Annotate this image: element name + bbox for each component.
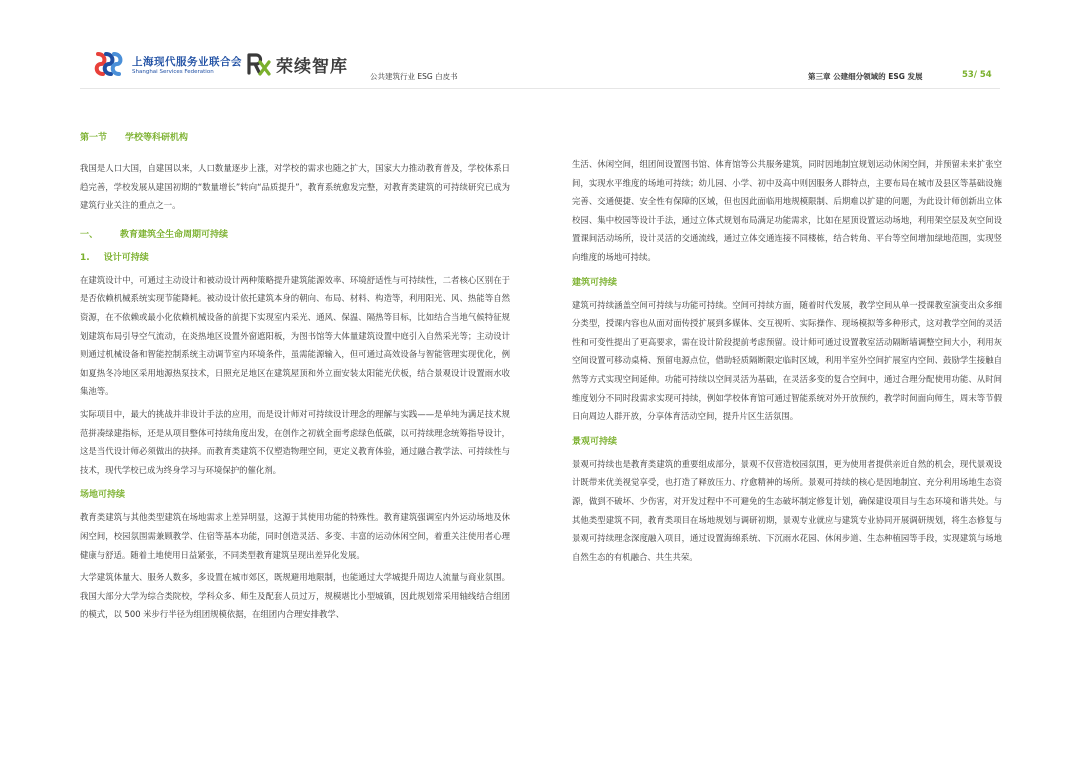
design-paragraph: 在建筑设计中，可通过主动设计和被动设计两种策略提升建筑能源效率、环境舒适性与可持续性，二者核心区别在于是否依赖机械系统实现节能降耗。被动设计依托建筑本身的朝向、布局、材料、构造等，利用阳光、风、热能等自然资源，在不依赖或最小化依赖机械设备的前提下实现室内采光、通风、保温、隔热等目标，比如结合当地气候特征规划建筑布局引导空气流动，在炎热地区设置外窗遮阳板，为图书馆等大体量建筑设置中庭引入自然采光等；主动设计则通过机械设备和智能控制系统主动调节室内环境条件，虽需能源输入，但可通过高效设备与智能管理实现优化，例如夏热冬冷地区采用地源热泵技术，日照充足地区在建筑屋顶和外立面安装太阳能光伏板，结合景观设计设置雨水收集池等。 (80, 274, 510, 397)
practice-paragraph: 实际项目中，最大的挑战并非设计手法的应用，而是设计师对可持续设计理念的理解与实践——是单纯为满足技术规范拼凑绿建指标，还是从项目整体可持续角度出发，在创作之初就全面考虑绿色低碳，以可持续理念统筹指导设计，这是当代设计师必须做出的抉择。而教育类建筑不仅塑造物理空间，更定义教育体验，通过融合教学法、可持续性与技术，现代学校已成为终身学习与环境保护的催化剂。 (80, 408, 510, 475)
section-title: 学校等科研机构 (125, 133, 189, 143)
subsection-number: 1. (80, 252, 90, 263)
landscape-paragraph: 景观可持续也是教育类建筑的重要组成部分，景观不仅营造校园氛围，更为使用者提供亲近自然的机会，现代景观设计既带来优美视觉享受，也打造了释放压力、疗愈精神的场所。景观可持续的核心是因地制宜、充分利用场地生态资源，做到不破坏、少伤害，对开发过程中不可避免的生态破坏制定修复计划，确保建设项目与生态环境和谐共处。与其他类型建筑不同，教育类项目在场地规划与调研初期，景观专业就应与建筑专业协同开展调研规划，将生态修复与景观可持续理念深度融入项目，通过设置海绵系统、下沉雨水花园、休闲步道、生态种植园等手段，实现建筑与场地自然生态的有机融合、共生共荣。 (572, 458, 1002, 562)
subsection-number: 一、 (80, 229, 99, 240)
heading-landscape-sustainability: 景观可持续 (572, 436, 618, 447)
intro-paragraph: 我国是人口大国，自建国以来，人口数量逐步上涨，对学校的需求也随之扩大，国家大力推动教育普及，学校体系日趋完善，学校发展从建国初期的“数量增长”转向“品质提升”，教育系统愈发完整，对教育类建筑的可持续研究已成为建筑行业关注的重点之一。 (80, 163, 510, 211)
page-number: 53/ 54 (962, 70, 992, 80)
subsection-heading-lifecycle (80, 227, 510, 240)
rx-think-tank-logo (246, 50, 348, 78)
site-paragraph-2: 大学建筑体量大、服务人数多，多设置在城市郊区，既规避用地限制，也能通过大学城提升周边人流量与商业氛围。我国大部分大学为综合类院校，学科众多、师生及配套人员过万，规模堪比小型城镇，因此规划常采用轴线结合组团的模式，以 500 米步行半径为组团规模依据，在组团内合理安排教学、 (80, 572, 510, 620)
subsection-title: 设计可持续 (103, 252, 149, 263)
ssf-logo-icon (92, 50, 128, 78)
section-number: 第一节 (80, 133, 108, 143)
page-header (0, 0, 1080, 90)
ssf-name-en: Shanghai Services Federation (132, 68, 214, 75)
header-divider (80, 88, 1000, 89)
ssf-name-cn: 上海现代服务业联合会 (132, 55, 242, 68)
section-heading (80, 130, 510, 143)
right-column (572, 155, 1002, 570)
chapter-title: 第三章 公建细分领域的 ESG 发展 (808, 72, 923, 81)
site-paragraph-1: 教育类建筑与其他类型建筑在场地需求上差异明显，这源于其使用功能的特殊性。教育建筑强调室内外运动场地及休闲空间，校园氛围需兼顾教学、住宿等基本功能，同时创造灵活、多变、丰富的运动休闲空间，着重关注使用者心理健康与舒适。随着土地使用日益紧张，不同类型教育建筑呈现出差异化发展。 (80, 512, 510, 560)
subsection-title: 教育建筑全生命周期可持续 (120, 229, 229, 240)
rx-think-tank-name: 荣续智库 (276, 56, 348, 77)
heading-site-sustainability: 场地可持续 (80, 490, 126, 501)
ssf-logo (92, 50, 242, 78)
site-paragraph-3: 生活、休闲空间，组团间设置图书馆、体育馆等公共服务建筑，同时因地制宜规划运动休闲空间，并预留未来扩张空间，实现水平维度的场地可持续；幼儿园、小学、初中及高中则因服务人群特点，主要布局在城市及县区等基础设施完善、交通便捷、安全性有保障的区域，但也因此面临用地规模限制、后期难以扩建的问题，为此设计师创新出立体校园、集中校园等设计手法，通过立体式规划布局满足功能需求，比如在屋顶设置运动场地，利用架空层及灰空间设置课间活动场所，设计灵活的交通流线，通过立体交通连接不同楼栋，结合转角、平台等空间增加绿地范围，实现竖向维度的场地可持续。 (572, 159, 1002, 262)
document-title: 公共建筑行业 ESG 白皮书 (370, 72, 458, 81)
heading-building-sustainability: 建筑可持续 (572, 277, 618, 288)
subsection-heading-design (80, 250, 510, 263)
rx-logo-icon (246, 50, 272, 78)
left-column (80, 130, 510, 628)
building-paragraph: 建筑可持续涵盖空间可持续与功能可持续。空间可持续方面，随着时代发展，教学空间从单一授课教室演变出众多细分类型，授课内容也从面对面传授扩展到多媒体、交互视听、实际操作、现场模拟等多种形式，这对教学空间的灵活性和可变性提出了更高要求，需在设计阶段提前考虑预留。设计师可通过设置教室活动隔断墙调整空间大小，利用灰空间设置可移动桌椅、预留电源点位，借助轻质隔断限定临时区域，利用半室外空间扩展室内空间、鼓励学生接触自然等方式实现空间延伸。功能可持续以空间灵活为基础，在灵活多变的复合空间中，通过合理分配使用功能、从时间维度划分不同时段需求实现可持续，例如学校体育馆可通过智能系统对外开放预约，教学时间面向师生，周末等节假日向周边人群开放，分享体育活动空间，提升片区生活氛围。 (572, 299, 1002, 422)
